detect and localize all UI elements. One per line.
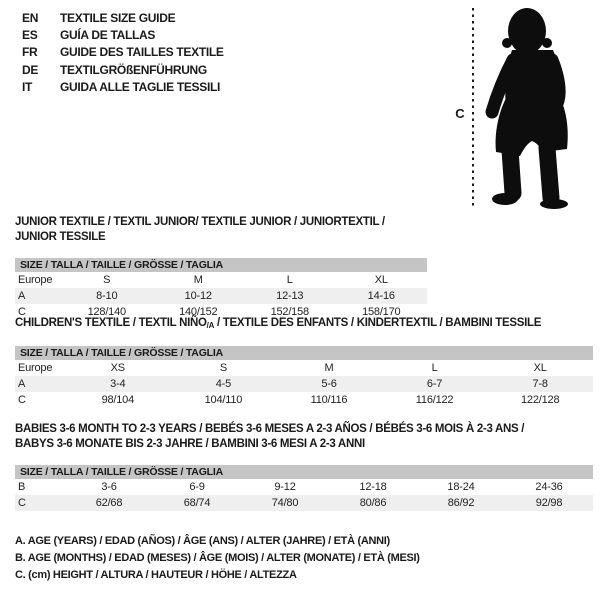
size-table-body bbox=[15, 346, 593, 408]
size-table bbox=[15, 465, 593, 511]
language-code: FR bbox=[22, 45, 38, 60]
language-row bbox=[22, 62, 224, 79]
value-cell: 6-9 bbox=[189, 481, 205, 493]
footnote: B. AGE (MONTHS) / EDAD (MESES) / ÂGE (MOIS) / ALTER (MONATE) / ETÀ (MESI) bbox=[15, 552, 420, 564]
language-title: TEXTILGRÖßENFÜHRUNG bbox=[60, 62, 207, 77]
size-table-body bbox=[15, 465, 593, 511]
language-title: TEXTILE SIZE GUIDE bbox=[60, 11, 176, 25]
size-header-bar: SIZE / TALLA / TAILLE / GRÖSSE / TAGLIA bbox=[15, 258, 427, 272]
language-code: ES bbox=[22, 28, 38, 43]
row-label-cell: C bbox=[18, 394, 26, 406]
value-cell: 3-4 bbox=[110, 378, 126, 390]
value-cell: 104/110 bbox=[204, 394, 243, 406]
value-cell: 92/98 bbox=[535, 497, 563, 509]
title-text: / TEXTILE DES ENFANTS / KINDERTEXTIL / BAMBINI TESSILE bbox=[214, 317, 542, 329]
value-cell: 116/122 bbox=[415, 394, 454, 406]
value-cell: 68/74 bbox=[183, 497, 211, 509]
table-row bbox=[15, 392, 593, 408]
value-cell: S bbox=[219, 362, 227, 374]
value-cell: 7-8 bbox=[532, 378, 548, 390]
table-row bbox=[15, 479, 593, 495]
language-code: EN bbox=[22, 11, 39, 25]
childrens-textile-section bbox=[15, 316, 593, 408]
value-cell: S bbox=[103, 274, 111, 286]
table-row bbox=[15, 272, 427, 288]
title-text: BABYS 3-6 MONATE BIS 2-3 JAHRE / BAMBINI 3-6 MESI A 2-3 ANNI bbox=[15, 438, 365, 450]
size-table-title bbox=[15, 316, 593, 333]
size-table-body bbox=[15, 258, 427, 320]
language-title: GUIDE DES TAILLES TEXTILE bbox=[60, 45, 224, 60]
table-row bbox=[15, 360, 593, 376]
size-table bbox=[15, 258, 427, 320]
value-cell: XS bbox=[110, 362, 125, 374]
row-label-cell: B bbox=[18, 481, 26, 493]
value-cell: 62/68 bbox=[95, 497, 123, 509]
language-row bbox=[22, 10, 224, 27]
size-table-title bbox=[15, 215, 427, 245]
size-header-row bbox=[15, 465, 593, 479]
size-table bbox=[15, 346, 593, 408]
row-label-cell: C bbox=[18, 306, 26, 318]
language-row bbox=[22, 27, 224, 44]
table-row bbox=[15, 288, 427, 304]
row-label-cell: Europe bbox=[18, 362, 53, 374]
value-cell: 4-5 bbox=[215, 378, 232, 390]
language-code: DE bbox=[22, 62, 39, 77]
size-header-row bbox=[15, 258, 427, 272]
value-cell: 8-10 bbox=[96, 290, 118, 302]
value-cell: XL bbox=[374, 274, 388, 286]
value-cell: 24-36 bbox=[535, 481, 563, 493]
title-text: /A bbox=[206, 321, 215, 330]
title-text: JUNIOR TEXTILE / TEXTIL JUNIOR/ TEXTILE JUNIOR / JUNIORTEXTIL / JUNIOR TESSILE bbox=[15, 216, 385, 243]
value-cell: 3-6 bbox=[101, 481, 117, 493]
value-cell: XL bbox=[533, 362, 547, 374]
height-label: C bbox=[455, 106, 465, 121]
size-header-bar: SIZE / TALLA / TAILLE / GRÖSSE / TAGLIA bbox=[15, 465, 593, 479]
row-label-cell: A bbox=[18, 378, 26, 390]
language-title: GUÍA DE TALLAS bbox=[60, 28, 156, 43]
title-text: BABIES 3-6 MONTH TO 2-3 YEARS / BEBÉS 3-6 MESES A 2-3 AÑOS / BÉBÉS 3-6 MOIS À 2-3 ANS / bbox=[15, 423, 525, 435]
value-cell: 158/170 bbox=[362, 306, 401, 318]
footnotes bbox=[15, 533, 420, 584]
table-row bbox=[15, 376, 593, 392]
value-cell: 6-7 bbox=[426, 378, 443, 390]
language-row bbox=[22, 44, 224, 61]
babies-textile-section bbox=[15, 422, 593, 511]
toddler-shape bbox=[492, 8, 568, 209]
junior-textile-section bbox=[15, 215, 427, 320]
value-cell: 122/128 bbox=[521, 394, 560, 406]
value-cell: 14-16 bbox=[367, 290, 395, 302]
language-code: IT bbox=[22, 79, 33, 94]
size-table-title-line bbox=[15, 215, 427, 245]
size-header-bar: SIZE / TALLA / TAILLE / GRÖSSE / TAGLIA bbox=[15, 346, 593, 360]
value-cell: L bbox=[286, 274, 293, 286]
value-cell: 74/80 bbox=[271, 497, 299, 509]
language-title-list bbox=[22, 10, 224, 96]
footnote: C. (cm) HEIGHT / ALTURA / HAUTEUR / HÖHE / ALTEZZA bbox=[15, 569, 297, 581]
value-cell: 140/152 bbox=[179, 306, 218, 318]
value-cell: 18-24 bbox=[447, 481, 475, 493]
value-cell: 5-6 bbox=[321, 378, 337, 390]
size-table-title-line bbox=[15, 437, 593, 452]
value-cell: M bbox=[193, 274, 203, 286]
size-table-title-line bbox=[15, 316, 593, 333]
title-text: CHILDREN'S TEXTILE / TEXTIL NIÑO bbox=[15, 317, 207, 329]
value-cell: 12-18 bbox=[359, 481, 387, 493]
row-label-cell: C bbox=[18, 497, 26, 509]
value-cell: 110/116 bbox=[310, 394, 348, 406]
size-table-title bbox=[15, 422, 593, 452]
footnote: A. AGE (YEARS) / EDAD (AÑOS) / ÂGE (ANS) / ALTER (JAHRE) / ETÀ (ANNI) bbox=[15, 535, 390, 547]
value-cell: 12-13 bbox=[276, 290, 304, 302]
row-label-cell: A bbox=[18, 290, 26, 302]
row-label-cell: Europe bbox=[18, 274, 53, 286]
value-cell: 128/140 bbox=[87, 306, 126, 318]
value-cell: M bbox=[324, 362, 334, 374]
size-table-title-line bbox=[15, 422, 593, 437]
value-cell: 98/104 bbox=[101, 394, 135, 406]
value-cell: 86/92 bbox=[447, 497, 475, 509]
value-cell: 80/86 bbox=[359, 497, 387, 509]
language-title: GUIDA ALLE TAGLIE TESSILI bbox=[60, 79, 221, 94]
table-row bbox=[15, 495, 593, 511]
value-cell: 9-12 bbox=[274, 481, 296, 493]
value-cell: 152/158 bbox=[270, 306, 309, 318]
size-header-row bbox=[15, 346, 593, 360]
language-row bbox=[22, 79, 224, 96]
baby-silhouette bbox=[450, 0, 600, 215]
value-cell: 10-12 bbox=[184, 290, 212, 302]
value-cell: L bbox=[431, 362, 438, 374]
